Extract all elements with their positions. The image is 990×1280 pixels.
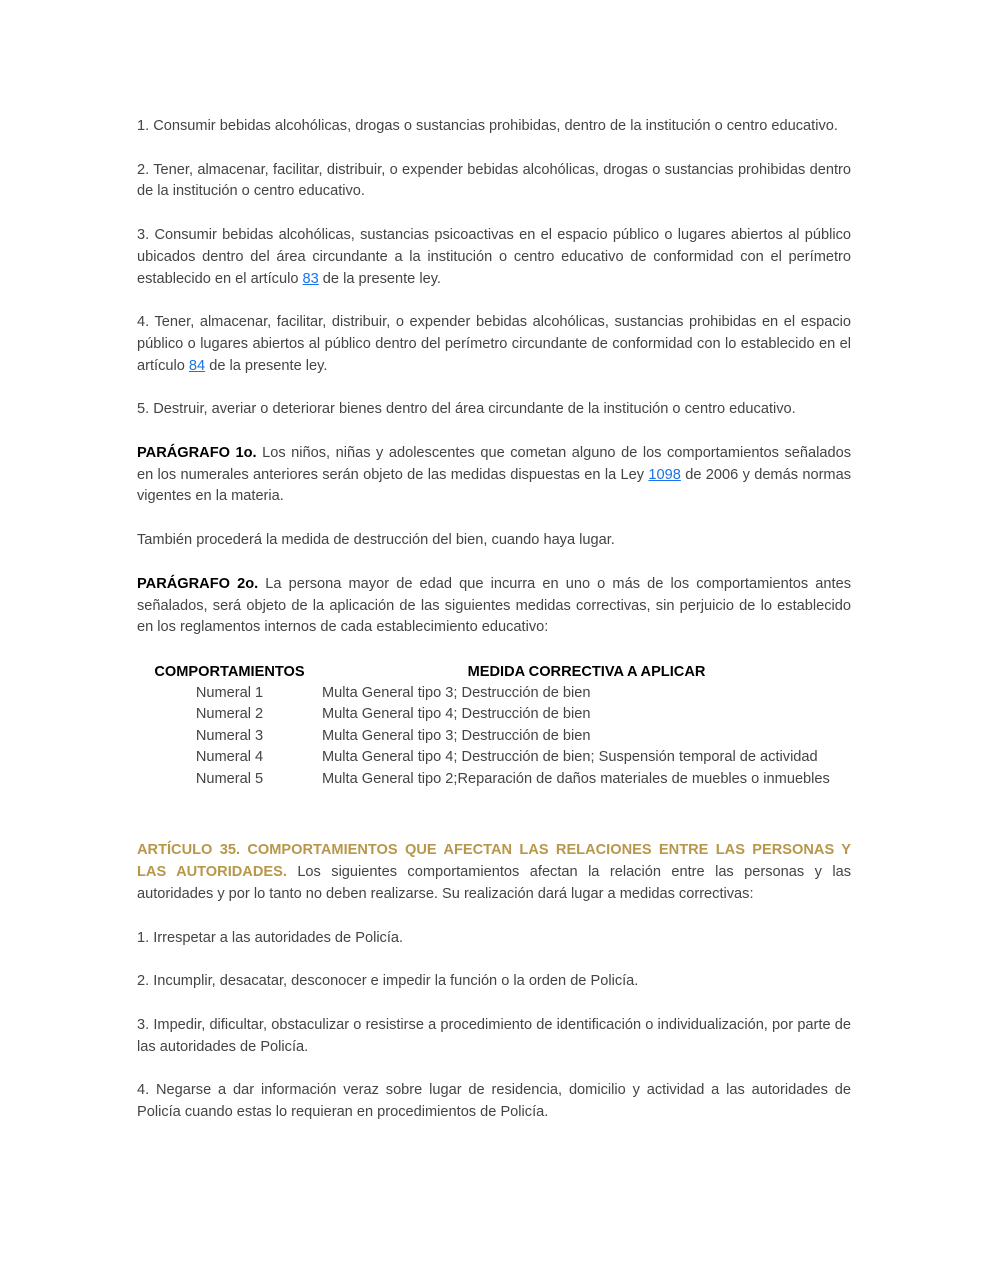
- tambien-paragraph: También procederá la medida de destrucción del bien, cuando haya lugar.: [137, 532, 615, 549]
- item-3-tail: de la presente ley.: [318, 270, 441, 287]
- row-numeral: Numeral 4: [195, 749, 264, 766]
- row-medida: Multa General tipo 3; Destrucción de bien: [322, 684, 591, 701]
- paragrafo-2: [137, 574, 851, 639]
- item-b-4: 4. Negarse a dar información veraz sobre lugar de residencia, domicilio y actividad a las autoridades de Policía cuando estas lo requieran en procedimientos de Policía.: [137, 1082, 851, 1121]
- articulo-35: [137, 840, 851, 905]
- item-3-text: 3. Consumir bebidas alcohólicas, sustancias psicoactivas en el espacio público o lugares abiertos al público ubicados dentro del área circundante a la institución o centro educativo de conformidad con el perímetro establecido en el artículo: [137, 227, 851, 287]
- header-medida: MEDIDA CORRECTIVA A APLICAR: [467, 663, 706, 680]
- articulo-35-text: Los siguientes comportamientos afectan la relación entre las personas y las autoridades y por lo tanto no deben realizarse. Su realización dará lugar a medidas correctivas:: [137, 864, 851, 902]
- item-1: 1. Consumir bebidas alcohólicas, drogas o sustancias prohibidas, dentro de la institución o centro educativo.: [137, 118, 838, 134]
- row-medida: Multa General tipo 2;Reparación de daños materiales de muebles o inmuebles: [322, 770, 830, 787]
- articulo-35-title: ARTÍCULO 35. COMPORTAMIENTOS QUE AFECTAN LAS RELACIONES ENTRE LAS PERSONAS Y LAS AUTORIDADES.: [137, 842, 851, 881]
- table-row: [137, 726, 851, 748]
- item-b-2: 2. Incumplir, desacatar, desconocer e impedir la función o la orden de Policía.: [137, 973, 639, 990]
- item-b-3: 3. Impedir, dificultar, obstaculizar o resistirse a procedimiento de identificación o individualización, por parte de las autoridades de Policía.: [137, 1016, 851, 1055]
- row-numeral: Numeral 1: [195, 684, 264, 701]
- item-5: 5. Destruir, averiar o deteriorar bienes dentro del área circundante de la institución o centro educativo.: [137, 401, 796, 418]
- table-row: [137, 747, 851, 769]
- table-row: [137, 683, 851, 705]
- item-2: 2. Tener, almacenar, facilitar, distribuir, o expender bebidas alcohólicas, drogas o sustancias prohibidas dentro de la institución o centro educativo.: [137, 161, 851, 200]
- item-3: [137, 225, 851, 290]
- paragrafo-1-label: PARÁGRAFO 1o.: [137, 445, 257, 462]
- row-medida: Multa General tipo 4; Destrucción de bien; Suspensión temporal de actividad: [322, 749, 818, 766]
- article-83-link[interactable]: 83: [302, 270, 319, 287]
- row-medida: Multa General tipo 4; Destrucción de bien: [322, 706, 591, 723]
- table-row: [137, 769, 851, 791]
- item-b-1: 1. Irrespetar a las autoridades de Policía.: [137, 929, 404, 946]
- table-header-row: [137, 661, 851, 683]
- measures-table: [137, 661, 851, 791]
- paragrafo-2-text: La persona mayor de edad que incurra en uno o más de los comportamientos antes señalados, será objeto de la aplicación de las siguientes medidas correctivas, sin perjuicio de lo establecido en los reglamentos internos de cada establecimiento educativo:: [137, 575, 852, 636]
- ley-1098-link[interactable]: 1098: [648, 466, 681, 483]
- header-comportamientos: COMPORTAMIENTOS: [154, 663, 305, 680]
- item-4-text: 4. Tener, almacenar, facilitar, distribuir, o expender bebidas alcohólicas, sustancias prohibidas en el espacio público o lugares abiertos al público dentro del perímetro circundante de conformidad con lo establecido en el artículo: [137, 314, 851, 374]
- row-medida: Multa General tipo 3; Destrucción de bien: [322, 727, 591, 744]
- article-84-link[interactable]: 84: [188, 357, 206, 374]
- paragrafo-2-label: PARÁGRAFO 2o.: [137, 575, 259, 592]
- document-page: [137, 116, 851, 1124]
- row-numeral: Numeral 2: [195, 706, 264, 723]
- paragrafo-1-tail: de 2006 y demás normas vigentes en la materia.: [137, 466, 851, 505]
- table-row: [137, 704, 851, 726]
- item-4: [137, 312, 851, 377]
- item-4-tail: de la presente ley.: [205, 357, 328, 374]
- paragrafo-1-text: Los niños, niñas y adolescentes que cometan alguno de los comportamientos señalados en los numerales anteriores serán objeto de las medidas dispuestas en la Ley: [137, 445, 851, 483]
- row-numeral: Numeral 3: [195, 727, 264, 744]
- paragrafo-1: [137, 443, 851, 508]
- row-numeral: Numeral 5: [195, 770, 264, 787]
